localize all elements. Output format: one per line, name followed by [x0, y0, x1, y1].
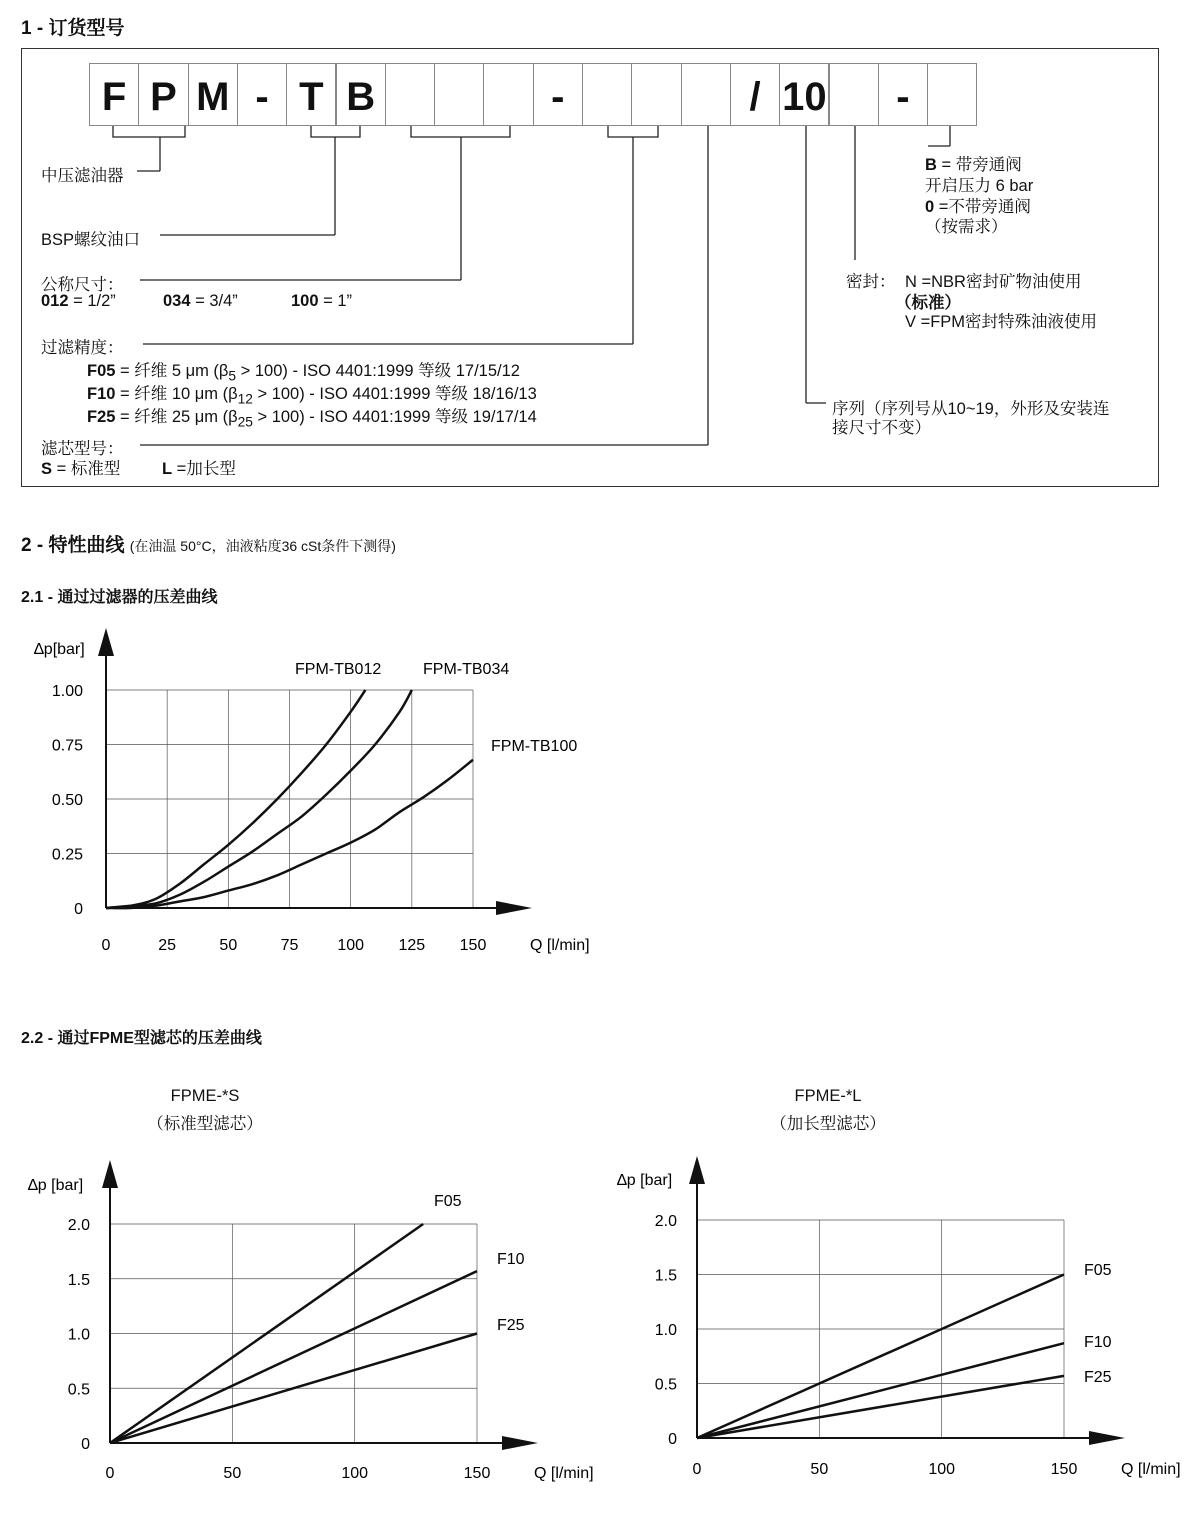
bypass-0: 0 =不带旁通阀	[925, 198, 1031, 216]
y-tick-label: 1.5	[67, 1271, 90, 1289]
series-label-2: 接尺寸不变）	[832, 419, 931, 437]
x-tick-label: 100	[928, 1461, 956, 1478]
y-axis-label: ∆p [bar]	[617, 1172, 673, 1189]
element-title: 滤芯型号：	[41, 440, 124, 458]
x-tick-label: 75	[280, 937, 299, 954]
housing-label: 中压滤油器	[41, 167, 124, 185]
chart0-y-axis-arrow	[98, 628, 114, 656]
size-option-100: 100 = 1”	[291, 292, 353, 310]
x-tick-label: 125	[398, 937, 426, 954]
chart-s-title: FPME-*S	[170, 1087, 240, 1105]
x-tick-label: 25	[158, 937, 177, 954]
code-cell-17: -	[878, 63, 928, 126]
code-cell-14: /	[730, 63, 780, 126]
y-tick-label: 1.00	[51, 683, 83, 700]
chart0-x-axis-arrow	[496, 901, 532, 915]
x-axis-label: Q [l/min]	[530, 937, 590, 954]
series-label-fpm-tb034: FPM-TB034	[423, 661, 510, 678]
y-tick-label: 2.0	[67, 1217, 90, 1234]
bypass-0-note: （按需求）	[925, 218, 1008, 236]
y-axis-label: ∆p[bar]	[34, 641, 85, 658]
series-label-f05: F05	[434, 1193, 462, 1210]
y-tick-label: 1.0	[654, 1322, 677, 1339]
x-tick-label: 100	[337, 937, 365, 954]
code-cell-6: B	[336, 63, 386, 126]
series-label: 序列（序列号从10~19，外形及安装连	[832, 400, 1110, 418]
section2-title: 2 - 特性曲线 (在油温 50°C，油液粘度36 cSt条件下测得)	[21, 535, 396, 556]
y-tick-label: 0.25	[51, 846, 83, 864]
series-label-fpm-tb100: FPM-TB100	[491, 738, 578, 755]
series-label-f05: F05	[1084, 1262, 1112, 1279]
x-tick-label: 50	[810, 1461, 829, 1478]
y-tick-label: 0.50	[51, 792, 83, 809]
x-tick-label: 150	[459, 937, 487, 954]
y-tick-label: 0.5	[67, 1381, 90, 1399]
x-tick-label: 0	[105, 1465, 115, 1482]
bypass-b: B = 带旁通阀	[925, 156, 1022, 174]
y-tick-label: 0.5	[654, 1376, 677, 1394]
seal-fpm: V =FPM密封特殊油液使用	[905, 313, 1098, 331]
filtration-f25: F25 = 纤维 25 μm $(\beta_{25} > 100)$ - ISO 4401:1999 等级 19/17/14	[87, 408, 537, 430]
filtration-title: 过滤精度：	[41, 339, 124, 357]
chart2-y-axis-arrow	[689, 1156, 705, 1184]
filtration-f05: F05 = 纤维 5 μm $(\beta_5 > 100)$ - ISO 4401:1999 等级 17/15/12	[87, 362, 520, 384]
section21-title: 2.1 - 通过过滤器的压差曲线	[21, 589, 218, 606]
section1-title: 1 - 订货型号	[21, 18, 125, 39]
code-cell-4: -	[237, 63, 287, 126]
bypass-b-pressure: 开启压力 6 bar	[925, 177, 1034, 195]
code-cell-3: M	[188, 63, 238, 126]
x-axis-label: Q [l/min]	[1121, 1461, 1181, 1478]
x-tick-label: 50	[219, 937, 238, 954]
chart1-y-axis-arrow	[102, 1160, 118, 1188]
chart-l-subtitle: （加长型滤芯）	[770, 1115, 886, 1133]
section22-title: 2.2 - 通过FPME型滤芯的压差曲线	[21, 1030, 262, 1047]
chart2-x-axis-arrow	[1089, 1431, 1125, 1445]
x-axis-label: Q [l/min]	[534, 1465, 594, 1482]
y-tick-label: 0.75	[51, 737, 83, 755]
code-cell-1: F	[89, 63, 139, 126]
chart-s-subtitle: （标准型滤芯）	[147, 1115, 263, 1133]
x-tick-label: 0	[101, 937, 111, 954]
bsp-label: BSP螺纹油口	[41, 231, 141, 249]
size-option-012: 012 = 1/2”	[41, 292, 116, 310]
size-title: 公称尺寸：	[41, 276, 124, 294]
code-cell-15: 10	[779, 63, 829, 126]
x-tick-label: 0	[692, 1461, 702, 1478]
size-option-034: 034 = 3/4”	[163, 292, 238, 310]
series-label-f10: F10	[1084, 1334, 1112, 1351]
x-tick-label: 150	[1050, 1461, 1078, 1478]
y-tick-label: 0	[668, 1431, 677, 1448]
x-tick-label: 50	[223, 1465, 242, 1482]
y-axis-label: ∆p [bar]	[28, 1177, 84, 1194]
x-tick-label: 100	[341, 1465, 369, 1482]
chart1-x-axis-arrow	[502, 1436, 538, 1450]
seal-standard: （标准）	[895, 294, 961, 312]
y-tick-label: 0	[81, 1436, 90, 1453]
filtration-f10: F10 = 纤维 10 μm $(\beta_{12} > 100)$ - ISO 4401:1999 等级 18/16/13	[87, 385, 537, 407]
x-tick-label: 150	[463, 1465, 491, 1482]
series-label-f25: F25	[1084, 1369, 1112, 1386]
code-cell-2: P	[138, 63, 188, 126]
series-label-fpm-tb012: FPM-TB012	[295, 661, 382, 678]
seal-title: 密封：	[846, 273, 896, 291]
code-cell-10: -	[533, 63, 583, 126]
y-tick-label: 2.0	[654, 1213, 677, 1230]
series-line-f25	[697, 1376, 1064, 1438]
code-cell-5: T	[286, 63, 336, 126]
y-tick-label: 0	[74, 901, 83, 918]
chart-l-title: FPME-*L	[794, 1087, 862, 1105]
series-label-f25: F25	[497, 1317, 525, 1334]
y-tick-label: 1.0	[67, 1326, 90, 1344]
series-line-f10	[110, 1271, 477, 1443]
element-type-s: S = 标准型	[41, 460, 121, 478]
series-label-f10: F10	[497, 1251, 525, 1268]
element-type-l: L =加长型	[162, 460, 236, 478]
seal-nbr: N =NBR密封矿物油使用	[905, 273, 1082, 291]
y-tick-label: 1.5	[654, 1267, 677, 1285]
